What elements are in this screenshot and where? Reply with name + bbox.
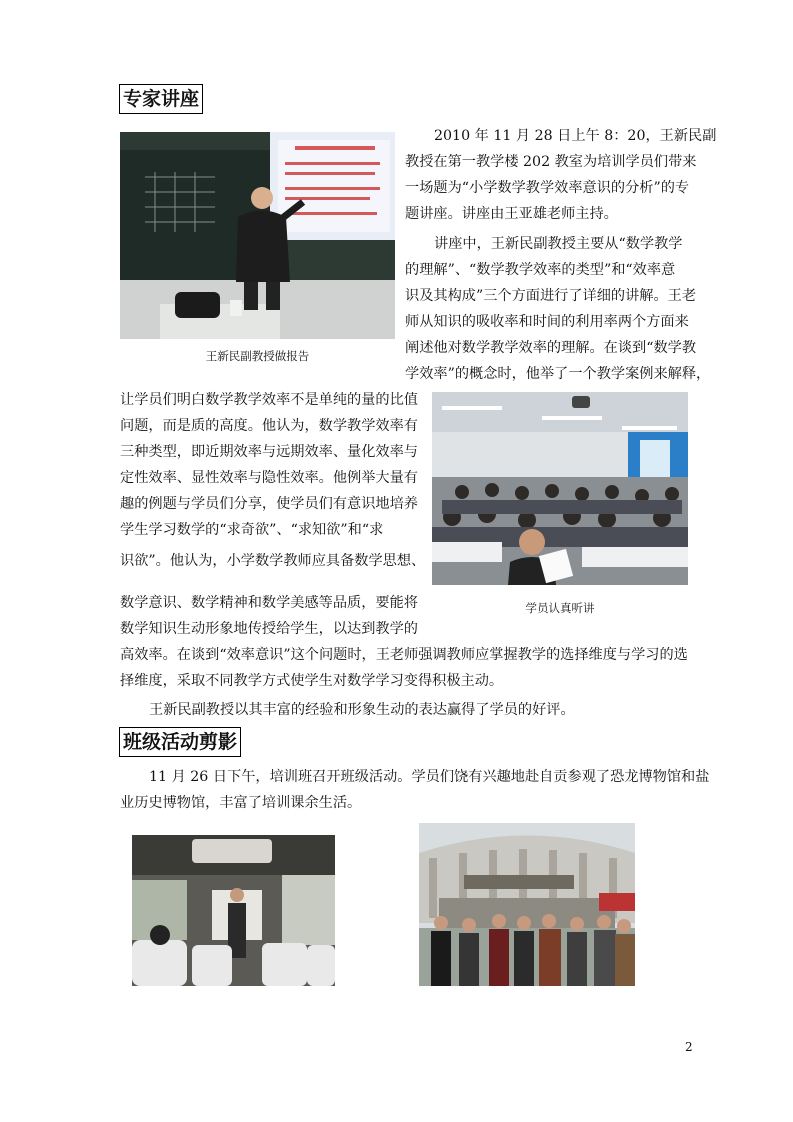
section-heading-lecture: 专家讲座 (119, 84, 203, 114)
lecture-para2-left-line6: 学生学习数学的“求奇欲”、“求知欲”和“求 (120, 522, 384, 538)
activity-para-line2: 业历史博物馆，丰富了培训课余生活。 (120, 795, 362, 811)
lecture-para2-full-line2: 择维度，采取不同教学方式使学生对数学学习变得积极主动。 (120, 673, 504, 689)
lecture-para2-line3: 识及其构成”三个方面进行了详细的讲解。王老 (405, 288, 697, 304)
activity-para-line1: 11 月 26 日下午，培训班召开班级活动。学员们饶有兴趣地赴自贡参观了恐龙博物馆和盐 (149, 769, 710, 785)
lecture-para3: 王新民副教授以其丰富的经验和形象生动的表达赢得了学员的好评。 (149, 702, 575, 718)
page-number: 2 (685, 1040, 693, 1054)
lecture-para2-line4: 师从知识的吸收率和时间的利用率两个方面来 (405, 314, 689, 330)
lecture-para2-line6: 学效率”的概念时，他举了一个教学案例来解释， (405, 366, 711, 382)
section-heading-class-activity: 班级活动剪影 (119, 727, 241, 757)
lecture-para2-left-line3: 三种类型，即近期效率与远期效率、量化效率与 (120, 444, 418, 460)
photo-audience (432, 392, 688, 585)
lecture-para2-left-line9: 数学知识生动形象地传授给学生，以达到教学的 (120, 621, 418, 637)
lecture-para1-line3: 一场题为“小学数学教学效率意识的分析”的专 (405, 180, 690, 196)
lecture-para2-left-line4: 定性效率、显性效率与隐性效率。他例举大量有 (120, 470, 418, 486)
lecture-para2-left-line5: 趣的例题与学员们分享，使学员们有意识地培养 (120, 496, 418, 512)
lecture-para2-left-line1: 让学员们明白数学教学效率不是单纯的量的比值 (120, 392, 418, 408)
lecture-para2-left-line2: 问题，而是质的高度。他认为，数学教学效率有 (120, 418, 418, 434)
lecture-para1-line2: 教授在第一教学楼 202 教室为培训学员们带来 (405, 154, 697, 170)
photo-bus (132, 835, 335, 986)
lecture-para2-left-line7: 识欲”。他认为，小学数学教师应具备数学思想、 (120, 553, 426, 569)
lecture-para2-line2: 的理解”、“数学教学效率的类型”和“效率意 (405, 262, 676, 278)
lecture-para2-full-line1: 高效率。在谈到“效率意识”这个问题时，王老师强调教师应掌握教学的选择维度与学习的选 (120, 647, 688, 663)
lecture-para2-line5: 阐述他对数学教学效率的理解。在谈到“数学教 (405, 340, 697, 356)
lecture-para1-line4: 题讲座。讲座由王亚雄老师主持。 (405, 206, 618, 222)
lecture-para1-line1: 2010 年 11 月 28 日上午 8：20，王新民副 (434, 128, 717, 144)
photo-museum (419, 823, 635, 986)
lecture-para2-left-line8: 数学意识、数学精神和数学美感等品质，要能将 (120, 595, 418, 611)
photo-lecturer (120, 132, 395, 339)
photo-lecturer-caption: 王新民副教授做报告 (205, 349, 310, 363)
photo-audience-caption: 学员认真听讲 (525, 601, 595, 615)
lecture-para2-line1: 讲座中，王新民副教授主要从“数学教学 (434, 236, 683, 252)
